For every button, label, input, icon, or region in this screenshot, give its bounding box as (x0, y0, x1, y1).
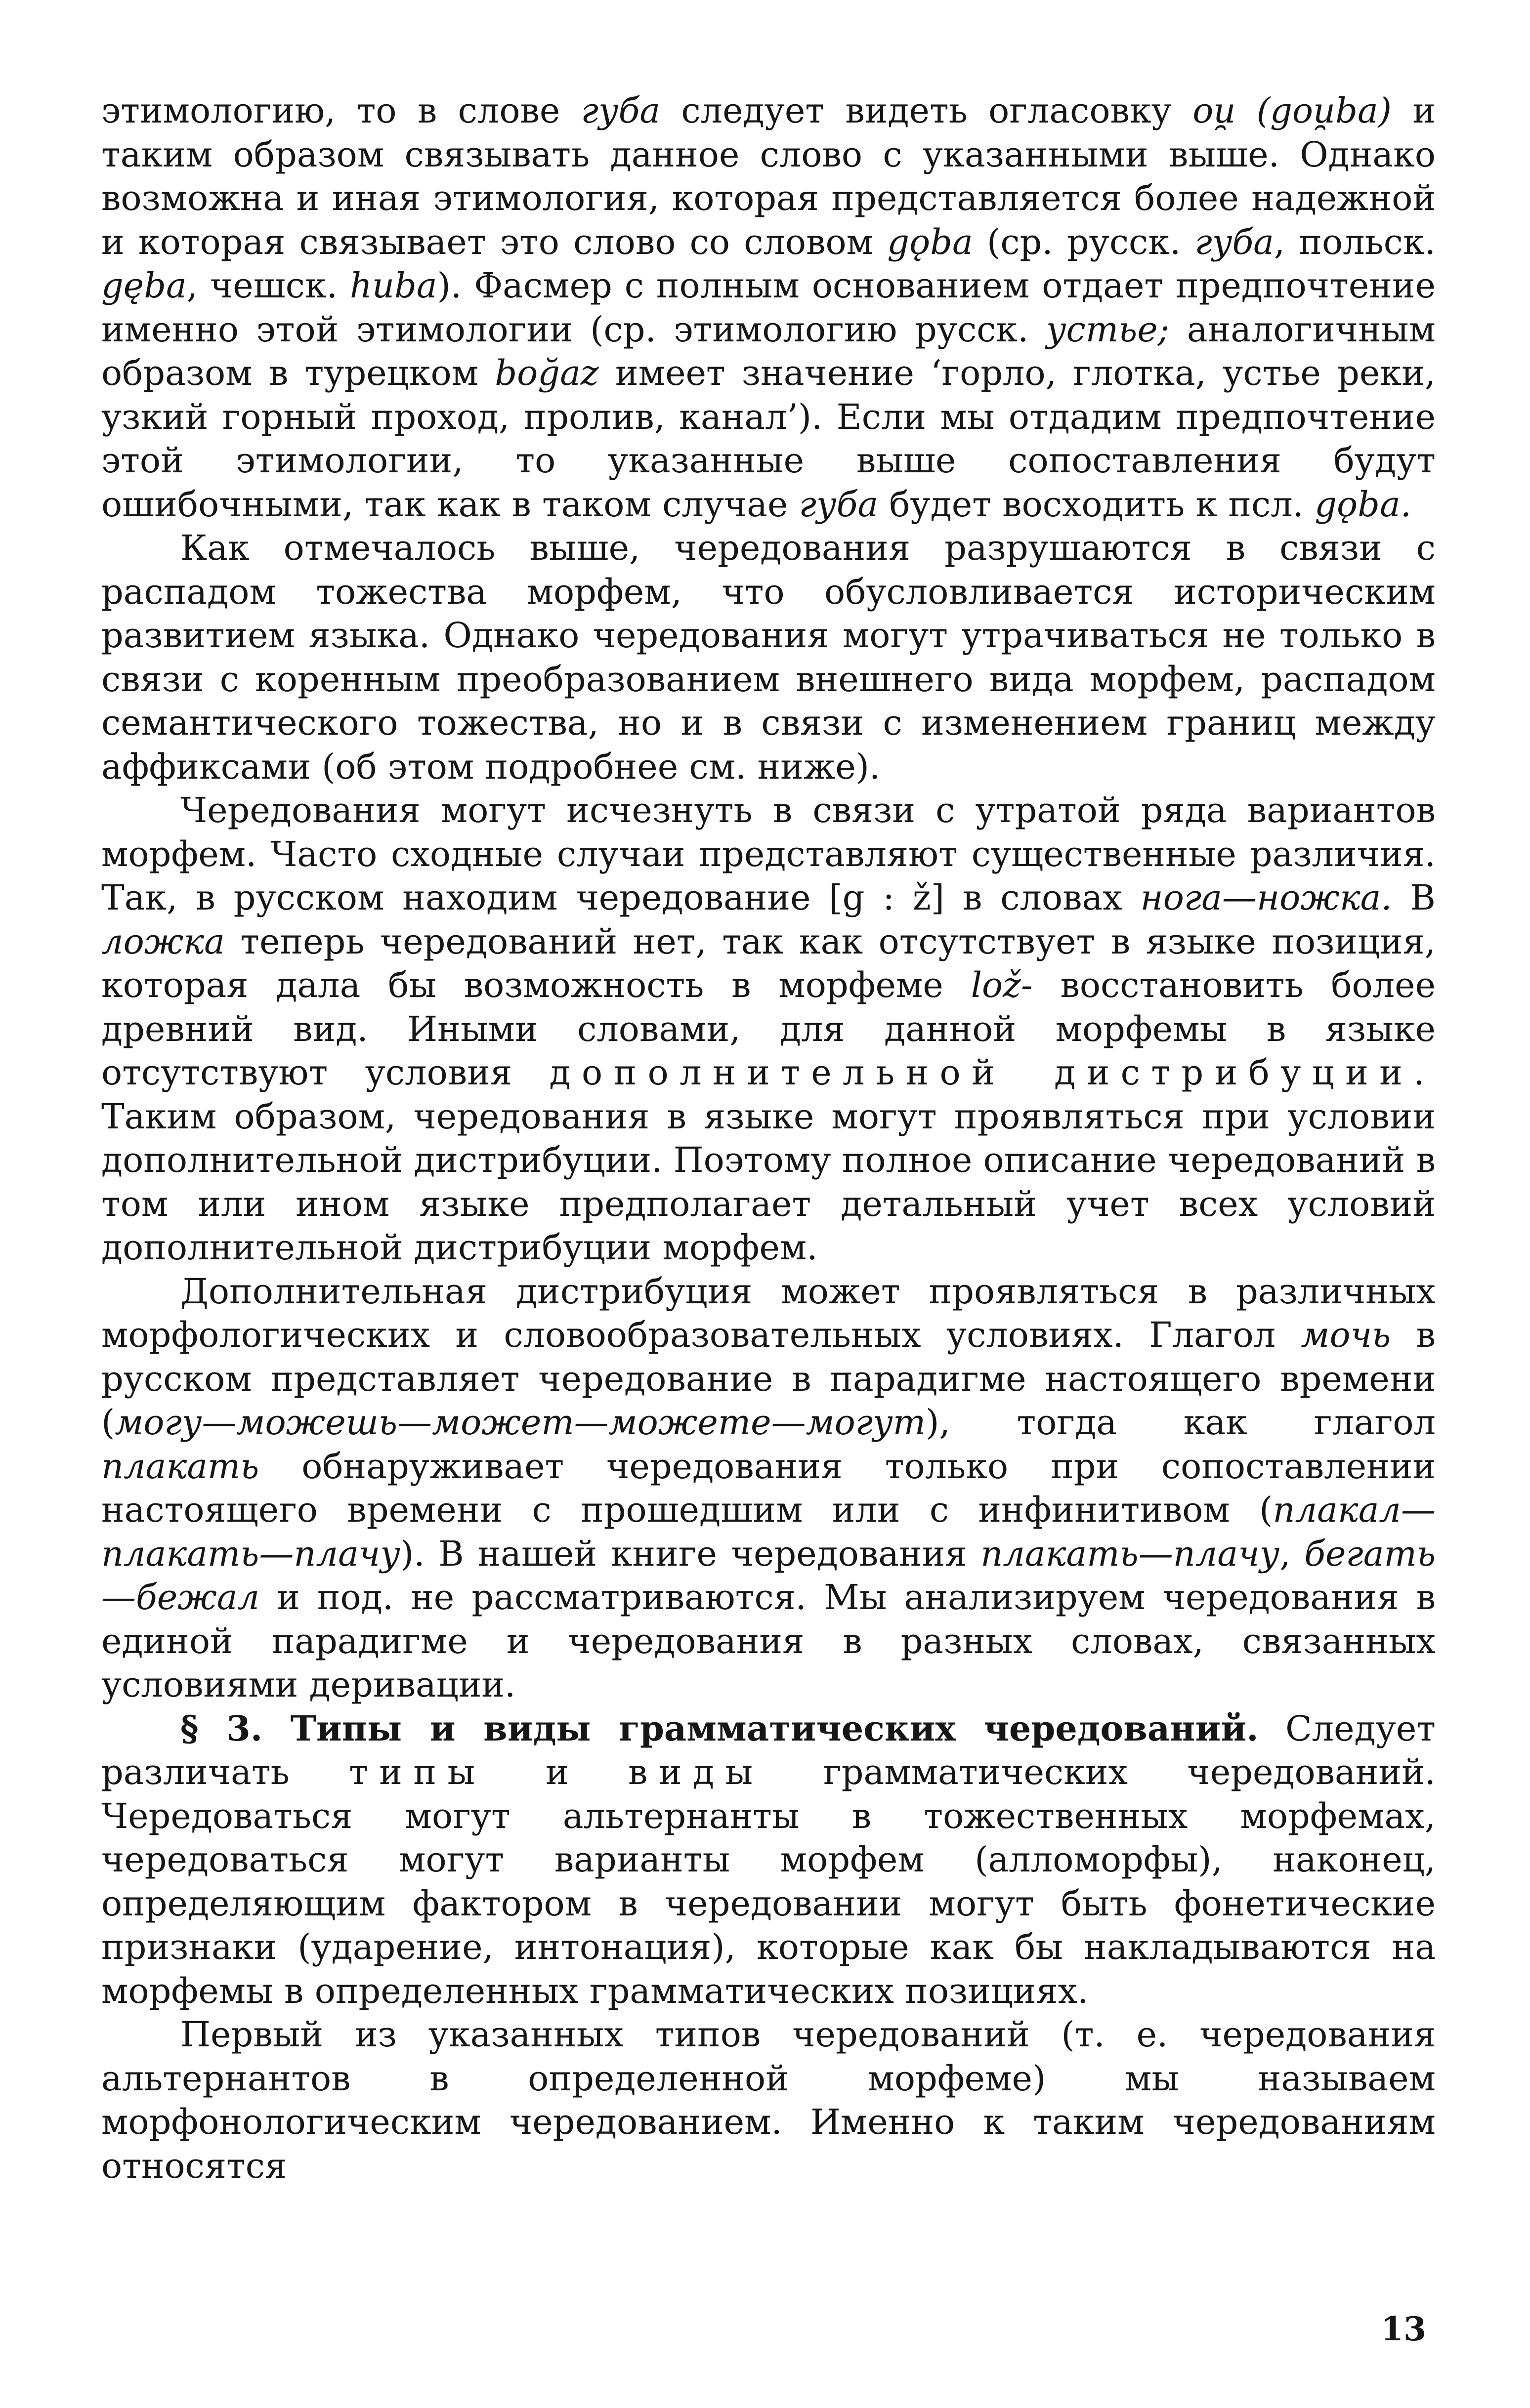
text-run: восстановить более древний вид. Иными словами, для данной морфемы в языке отсутствуют условия (101, 965, 1436, 1093)
text-run: Следует различать (101, 1708, 1436, 1792)
paragraph-5 (101, 1707, 1436, 2013)
italic-term: ou̯ (gou̯ba) (1192, 90, 1392, 131)
text-run: Чередования могут исчезнуть в связи с утратой ряда вариантов морфем. Часто сходные случаи представляют существенные различия. Так, в русском находим чередование [g : ž] в словах (101, 790, 1436, 918)
text-run: ). В нашей книге чередования (400, 1533, 981, 1574)
text-run: в русском представляет чередование в парадигме настоящего времени ( (101, 1315, 1436, 1443)
text-run: В (1392, 877, 1436, 918)
italic-term: могу—можешь—может—можете—могут (115, 1402, 926, 1443)
italic-term: губа (799, 484, 879, 525)
italic-term: gǫba. (1315, 484, 1411, 525)
italic-term: lož- (971, 965, 1033, 1005)
spaced-term: виды (628, 1752, 764, 1792)
text-run: теперь чередований нет, так как отсутствует в языке позиция, которая дала бы возможность в морфеме (101, 921, 1436, 1005)
text-run: , польск. (1274, 221, 1436, 262)
text-run: и под. не рассматриваются. Мы анализируем чередования в единой парадигме и чередования в разных словах, связанных условиями деривации. (101, 1577, 1436, 1705)
page-body (101, 89, 1436, 2188)
spaced-term: дополнительной дистрибуции. (549, 1052, 1436, 1093)
page-number: 13 (1381, 2310, 1426, 2348)
italic-term: бегать—бежал (101, 1533, 1436, 1618)
text-run: аналогичным образом в турецком (101, 309, 1436, 393)
paragraph-2 (101, 526, 1436, 789)
italic-term: gǫba (887, 221, 973, 262)
text-run: Первый из указанных типов чередований (т. е. чередования альтернантов в определенной морфеме) мы называем морфонологическим чередованием. Именно к таким чередованиям относятся (101, 2014, 1436, 2186)
text-run: имеет значение ‘горло, глотка, устье реки, узкий горный проход, пролив, канал’). Если мы отдадим предпочтение этой этимологии, то указанные выше сопоставления будут ошибочными, так как в таком случае (101, 353, 1436, 525)
text-run: Дополнительная дистрибуция может проявляться в различных морфологических и словообразовательных условиях. Глагол (101, 1271, 1436, 1355)
text-run: грамматических чередований. Чередоваться могут альтернанты в тожественных морфемах, чередоваться могут варианты морфем (алломорфы), наконец, определяющим фактором в чередовании могут быть фонетические признаки (ударение, интонация), которые как бы накладываются на морфемы в определенных грамматических позициях. (101, 1752, 1436, 2011)
spaced-term: типы (349, 1752, 486, 1792)
text-run: будет восходить к псл. (878, 484, 1315, 525)
text-run: обнаруживает чередования только при сопоставлении настоящего времени с прошедшим или с инфинитивом ( (101, 1446, 1436, 1530)
text-run: Как отмечалось выше, чередования разрушаются в связи с распадом тожества морфем, что обусловливается историческим развитием языка. Однако чередования могут утрачиваться не только в связи с коренным преобразованием внешнего вида морфем, распадом семантического тожества, но и в связи с изменением границ между аффиксами (об этом подробнее см. ниже). (101, 528, 1436, 787)
italic-term: губа (581, 90, 661, 131)
italic-term: huba (349, 265, 437, 306)
italic-term: устье; (1046, 309, 1170, 350)
italic-term: boğaz (495, 353, 599, 393)
italic-term: плакать—плачу (980, 1533, 1280, 1574)
text-run: и (486, 1752, 629, 1792)
italic-term: плакал—плакать—плачу (101, 1490, 1436, 1574)
italic-term: губа (1194, 221, 1274, 262)
section-heading: § 3. Типы и виды грамматических чередований. (180, 1707, 1259, 1749)
paragraph-1 (101, 89, 1436, 526)
text-run: , чешск. (186, 265, 350, 306)
text-run: ). Фасмер с полным основанием отдает предпочтение именно этой этимологии (ср. этимологию русск. (101, 265, 1436, 350)
italic-term: ложка (101, 921, 225, 962)
italic-term: плакать (101, 1446, 259, 1487)
text-run: , (1279, 1533, 1305, 1574)
text-run: (ср. русск. (973, 221, 1195, 262)
text-run: следует видеть огласовку (660, 90, 1193, 131)
italic-term: мочь (1301, 1315, 1391, 1355)
paragraph-3 (101, 789, 1436, 1270)
text-run: и таким образом связывать данное слово с указанными выше. Однако возможна и иная этимология, которая представляется более надежной и которая связывает это слово со словом (101, 90, 1436, 262)
paragraph-4 (101, 1270, 1436, 1707)
paragraph-6 (101, 2013, 1436, 2188)
text-run: Таким образом, чередования в языке могут проявляться при условии дополнительной дистрибуции. Поэтому полное описание чередований в том или ином языке предполагает детальный учет всех условий дополнительной дистрибуции морфем. (101, 1096, 1436, 1268)
italic-term: нога—ножка. (1140, 877, 1392, 918)
italic-term: gęba (101, 265, 187, 306)
text-run: ), тогда как глагол (926, 1402, 1436, 1443)
text-run: этимологию, то в слове (101, 90, 581, 131)
